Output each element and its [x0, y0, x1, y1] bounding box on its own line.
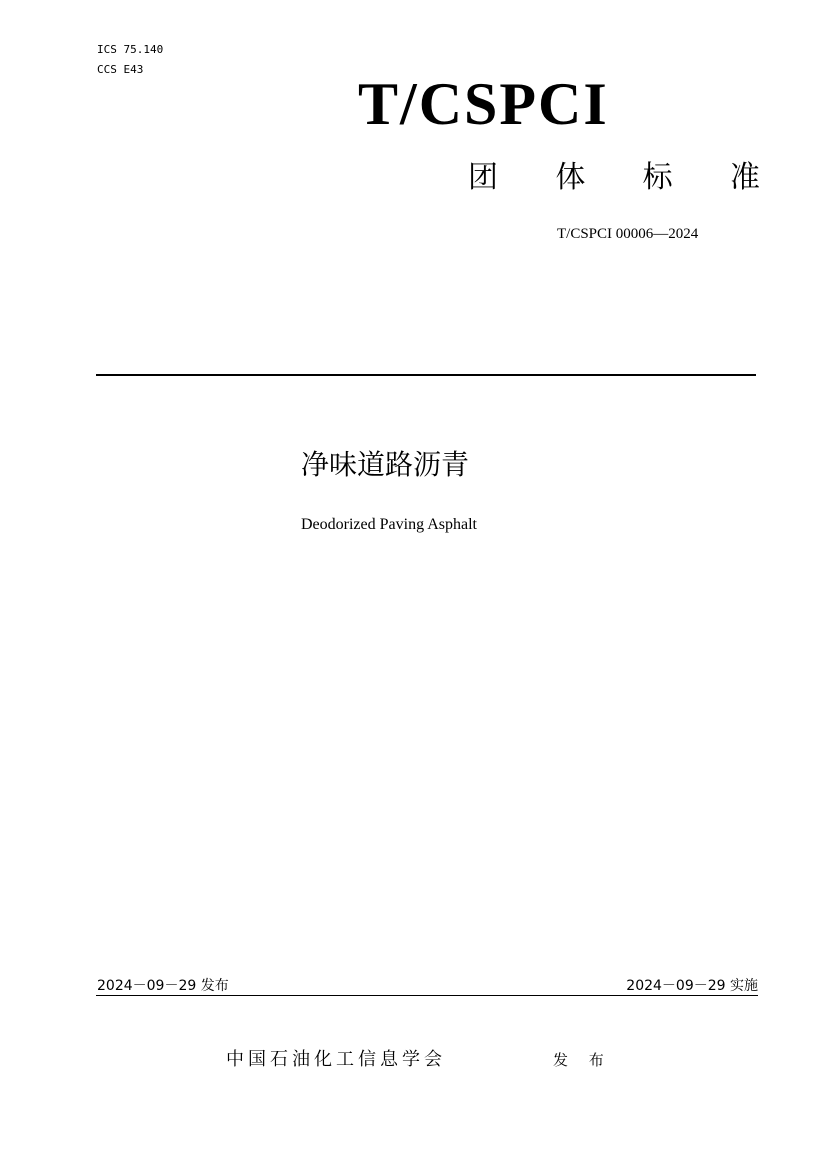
standard-type-char: 体	[555, 160, 586, 195]
header-divider	[96, 374, 756, 376]
ics-code: ICS 75.140	[97, 43, 164, 56]
publish-date: 2024－09－29 发布	[97, 978, 229, 994]
ccs-code: CCS E43	[97, 63, 144, 76]
standard-logo: T/CSPCI	[358, 71, 609, 137]
issue-label: 发 布	[553, 1051, 612, 1069]
implement-date: 2024－09－29 实施	[626, 978, 758, 994]
standard-number: T/CSPCI 00006—2024	[557, 226, 699, 242]
standard-type-char: 准	[729, 160, 760, 195]
standard-type-char: 团	[468, 160, 498, 195]
standard-type-char: 标	[642, 160, 673, 195]
standard-type	[468, 160, 760, 196]
document-title-zh: 净味道路沥青	[301, 448, 470, 481]
document-title-en: Deodorized Paving Asphalt	[301, 516, 477, 533]
publisher-name: 中国石油化工信息学会	[226, 1049, 446, 1070]
footer-divider	[96, 995, 758, 996]
